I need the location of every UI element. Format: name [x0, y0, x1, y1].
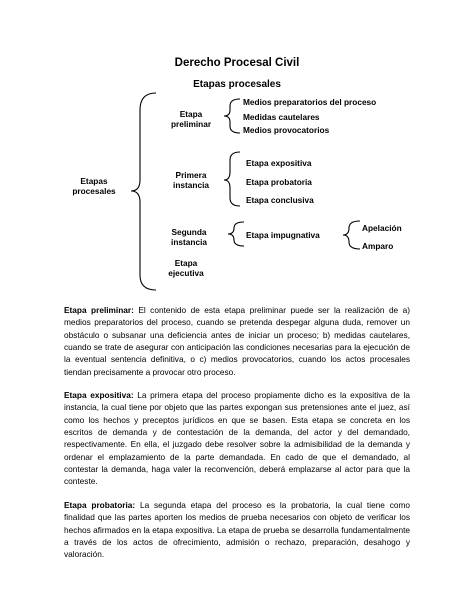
- page-title: Derecho Procesal Civil: [174, 57, 300, 69]
- primera-brace: [224, 152, 240, 206]
- paragraph-preliminar: [64, 304, 410, 378]
- paragraph-text: La primera etapa del proceso propiamente dicho es la expositiva de la instancia, la cual tiene por objeto que las partes expongan sus pretensiones ante el juez, así como los hechos y preceptos jurídicos en que se basen. Esta etapa se concreta en los escritos de demanda y de contestación de la demanda, del actor y del demandado, respectivamente. En ella, el juzgado debe resolver sobre la admisibilidad de la demanda y ordenar el emplazamiento de la parte demandada. En cado de que el demandado, al contestar la demanda, haga valer la reconvención, deberá emplazarse al actor para que la conteste.: [64, 390, 411, 487]
- stage-ejecutiva: Etapa ejecutiva: [168, 258, 204, 279]
- stage-segunda-instancia: Segunda instancia: [171, 227, 207, 248]
- leaf-apelacion: Apelación: [362, 223, 402, 233]
- paragraph-text: La segunda etapa del proceso es la probatoria, la cual tiene como finalidad que las partes aporten los medios de prueba necesarios con objeto de verificar los hechos afirmados en la etapa expositiva. La etapa de prueba se desarrolla fundamentalmente a través de los actos de ofrecimiento, admisión o rechazo, preparación, desahogo y valoración.: [64, 499, 410, 560]
- leaf-etapa-expositiva: Etapa expositiva: [246, 158, 312, 168]
- paragraph-heading: Etapa preliminar:: [64, 305, 134, 315]
- impugnativa-brace: [343, 221, 360, 249]
- body-text: [64, 304, 410, 572]
- paragraph-heading: Etapa probatoria:: [64, 499, 136, 510]
- diagram-braces: [0, 0, 474, 300]
- leaf-amparo: Amparo: [362, 241, 394, 251]
- diagram-root: Etapas procesales: [72, 176, 116, 197]
- stage-preliminar: Etapa preliminar: [170, 109, 212, 130]
- leaf-etapa-probatoria: Etapa probatoria: [246, 177, 312, 187]
- preliminar-brace: [224, 99, 240, 133]
- leaf-etapa-impugnativa: Etapa impugnativa: [246, 230, 320, 240]
- diagram-subtitle: Etapas procesales: [193, 79, 281, 90]
- stage-primera-instancia: Primera instancia: [173, 170, 209, 191]
- leaf-medidas-cautelares: Medidas cautelares: [243, 112, 320, 122]
- segunda-brace: [228, 222, 244, 246]
- paragraph-text: El contenido de esta etapa preliminar puede ser la realización de a) medios preparatorios del proceso, cuando se pretenda despegar alguna duda, remover un obstáculo o subsanar una deficiencia antes de iniciar un proceso; b) medidas cautelares, cuando se trate de asegurar con anticipación las condiciones necesarias para la ejecución de la eventual sentencia definitiva, o c) medios provocatorios, cuando los actos procesales tiendan precisamente a provocar otro proceso.: [64, 305, 410, 377]
- paragraph-expositiva: [64, 389, 410, 488]
- leaf-etapa-conclusiva: Etapa conclusiva: [246, 195, 314, 205]
- leaf-medios-provocatorios: Medios provocatorios: [243, 125, 330, 135]
- paragraph-probatoria: [64, 499, 410, 561]
- paragraph-heading: Etapa expositiva:: [64, 390, 134, 401]
- root-brace: [131, 93, 156, 290]
- leaf-medios-preparatorios: Medios preparatorios del proceso: [243, 97, 377, 107]
